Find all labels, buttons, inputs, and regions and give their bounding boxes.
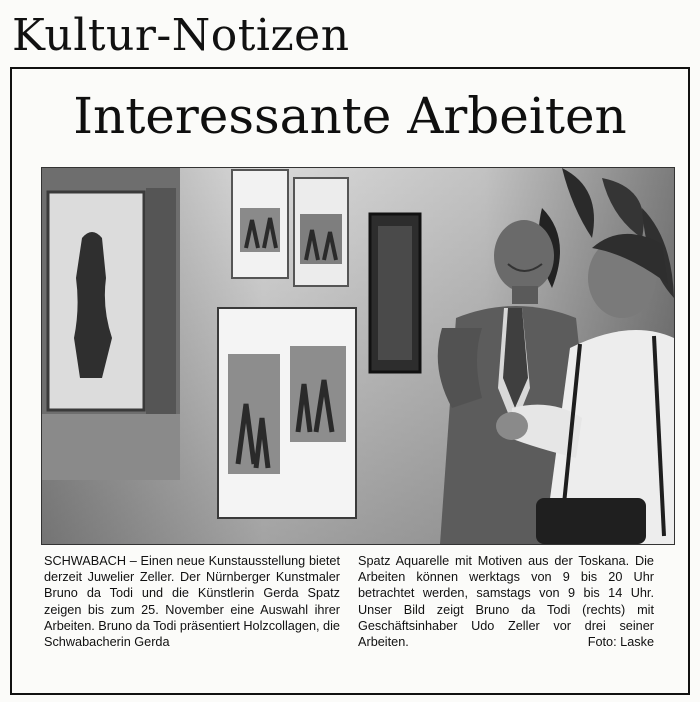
article-photo — [41, 167, 675, 545]
article-frame — [10, 67, 690, 695]
article-body-left: – Einen neue Kunstausstellung bietet derzeit Juwelier Zeller. Der Nürnberger Kunstmaler Bruno da Todi und die Künstlerin Gerda Spatz zeigen bis zum 25. November eine Auswahl ihrer Arbeiten. Bruno da Todi präsentiert Holzcollagen, die Schwabacherin Gerda — [44, 554, 340, 650]
article-headline: Interessante Arbeiten — [73, 87, 627, 145]
article-text-right-column — [358, 553, 654, 650]
article-text-left-column — [44, 553, 340, 650]
framed-picture-small-2 — [294, 178, 348, 286]
photo-credit: Foto: Laske — [587, 635, 654, 650]
framed-picture-dark — [370, 214, 420, 372]
article-body-right: Spatz Aquarelle mit Motiven aus der Toskana. Die Arbeiten können werktags von 9 bis 20 Uhr betrachtet werden, samstags von 9 bis 14 Uhr. Unser Bild zeigt Bruno da Todi (rechts) mit Geschäftsinhaber Udo Zeller vor drei seiner Arbeiten. — [358, 554, 654, 650]
framed-picture-large — [42, 168, 180, 480]
section-title: Kultur-Notizen — [12, 10, 350, 61]
framed-picture-panel — [218, 308, 356, 518]
article-dateline: SCHWABACH — [44, 554, 127, 568]
framed-picture-small-1 — [232, 170, 288, 278]
